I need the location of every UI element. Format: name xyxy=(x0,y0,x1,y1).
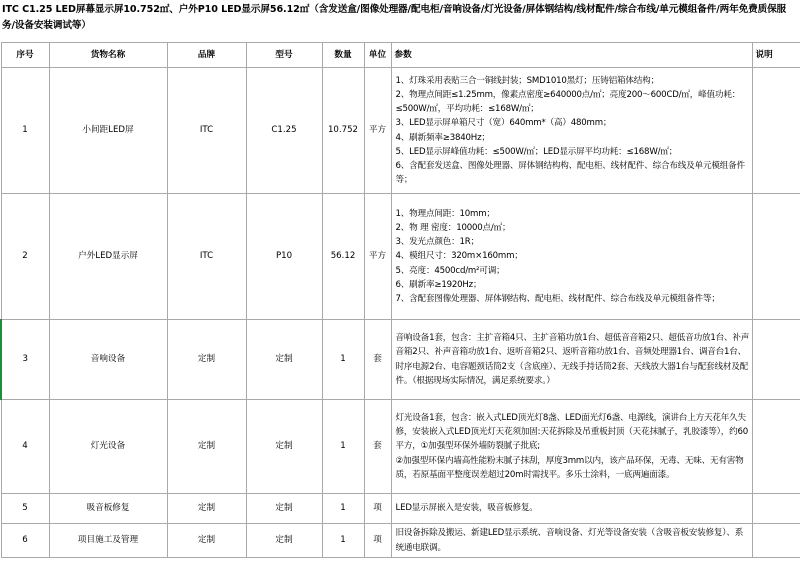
param-line: 6、含配套发送盒、图像处理器、屏体钢结构构、配电柜、线材配件、综合布线及单元模组备件等； xyxy=(395,160,745,186)
param-line: 4、模组尺寸：320m×160mm； xyxy=(395,251,523,262)
cell-seq: 4 xyxy=(1,400,49,494)
cell-unit: 平方 xyxy=(364,194,391,320)
cell-note xyxy=(752,194,800,320)
cell-unit: 套 xyxy=(364,320,391,400)
header-qty: 数量 xyxy=(322,43,364,68)
param-line: 3、发光点颜色：1R； xyxy=(395,237,479,248)
param-line: 3、LED显示屏单箱尺寸（宽）640mm*（高）480mm； xyxy=(395,118,612,129)
param-line: 灯光设备1套，包含：嵌入式LED顶光灯8盏、LED面光灯6盏、电源线，演讲台上方天花年久失修，安装嵌入式LED顶光灯天花须加固:天花拆除及吊重板封顶（天花抹腻子，乳胶漆等），约60平方，①加强型环保外墙防裂腻子批底; xyxy=(395,412,749,452)
cell-unit: 套 xyxy=(364,400,391,494)
cell-note xyxy=(752,494,800,524)
cell-note xyxy=(752,320,800,400)
cell-brand: ITC xyxy=(167,194,246,320)
cell-model: P10 xyxy=(246,194,322,320)
cell-qty: 1 xyxy=(322,400,364,494)
cell-model: 定制 xyxy=(246,494,322,524)
param-line: 5、LED显示屏峰值功耗：≤500W/㎡；LED显示屏平均功耗：≤168W/㎡； xyxy=(395,146,678,157)
header-name: 货物名称 xyxy=(49,43,167,68)
cell-seq: 6 xyxy=(1,524,49,558)
cell-name: 户外LED显示屏 xyxy=(49,194,167,320)
cell-params xyxy=(391,320,752,400)
cell-qty: 56.12 xyxy=(322,194,364,320)
cell-name: 吸音板修复 xyxy=(49,494,167,524)
cell-seq: 3 xyxy=(1,320,49,400)
cell-note xyxy=(752,400,800,494)
document-title: ITC C1.25 LED屏幕显示屏10.752㎡、户外P10 LED显示屏56.12㎡（含发送盒/图像处理器/配电柜/音响设备/灯光设备/屏体钢结构/线材配件/综合布线/单元模组备件/两年免费质保服务/设备安装调试等） xyxy=(2,4,787,31)
cell-note xyxy=(752,68,800,194)
header-model: 型号 xyxy=(246,43,322,68)
cell-qty: 1 xyxy=(322,320,364,400)
table-row xyxy=(1,194,800,320)
param-line: 6、刷新率≥1920Hz； xyxy=(395,279,482,290)
cell-params xyxy=(391,494,752,524)
cell-brand: 定制 xyxy=(167,524,246,558)
cell-seq: 5 xyxy=(1,494,49,524)
cell-model: 定制 xyxy=(246,400,322,494)
param-line: 2、物理点间距≤1.25mm，像素点密度≥640000点/㎡；亮度200～600CD/㎡，峰值功耗：≤500W/㎡，平均功耗：≤168W/㎡； xyxy=(395,89,741,115)
param-line: ②加强型环保内墙高性能粉末腻子抹刮，厚度3mm以内，该产品环保，无毒、无味、无有害物质，若原基面平整度误差超过20m时需找平。多乐士涂料，一底两遍面漆。 xyxy=(395,455,744,480)
goods-table xyxy=(0,42,800,558)
cell-qty: 10.752 xyxy=(322,68,364,194)
table-row xyxy=(1,400,800,494)
param-line: 5、亮度：4500cd/m²可调； xyxy=(395,265,505,276)
param-line: LED显示屏嵌入是安装，吸音板修复。 xyxy=(395,503,538,514)
cell-seq: 2 xyxy=(1,194,49,320)
cell-unit: 项 xyxy=(364,524,391,558)
header-brand: 品牌 xyxy=(167,43,246,68)
param-line: 7、含配套图像处理器、屏体钢结构、配电柜、线材配件、综合布线及单元模组备件等； xyxy=(395,294,720,304)
cell-brand: 定制 xyxy=(167,320,246,400)
param-line: 音响设备1套，包含：主扩音箱4只、主扩音箱功放1台、超低音音箱2只、超低音功放1台、补声音箱2只、补声音箱功放1台、返听音箱2只、返听音箱功放1台、音频处理器1台、调音台1台、时序电源2台、电容题颈话筒2支（含底座）、无线手持话筒2套、天线放大器1台与配套线材及配件。（根据现场实际情况，满足系统要求。） xyxy=(395,333,750,386)
cell-name: 小间距LED屏 xyxy=(49,68,167,194)
header-params: 参数 xyxy=(391,43,752,68)
header-seq: 序号 xyxy=(1,43,49,68)
cell-params xyxy=(391,524,752,558)
param-line: 1、物理点间距：10mm； xyxy=(395,208,495,219)
cell-model: 定制 xyxy=(246,524,322,558)
table-row xyxy=(1,68,800,194)
cell-name: 音响设备 xyxy=(49,320,167,400)
cell-qty: 1 xyxy=(322,524,364,558)
cell-brand: ITC xyxy=(167,68,246,194)
param-line: 旧设备拆除及搬运、新建LED显示系统、音响设备、灯光等设备安装（含吸音板安装修复）、系统通电联调。 xyxy=(395,528,744,553)
header-note: 说明 xyxy=(752,43,800,68)
header-row xyxy=(1,43,800,68)
cell-model: C1.25 xyxy=(246,68,322,194)
cell-model: 定制 xyxy=(246,320,322,400)
cell-brand: 定制 xyxy=(167,494,246,524)
cell-unit: 项 xyxy=(364,494,391,524)
param-line: 4、刷新频率≥3840Hz； xyxy=(395,132,490,143)
cell-params xyxy=(391,400,752,494)
cell-params xyxy=(391,194,752,320)
table-row xyxy=(1,524,800,558)
header-unit: 单位 xyxy=(364,43,391,68)
cell-name: 灯光设备 xyxy=(49,400,167,494)
cell-unit: 平方 xyxy=(364,68,391,194)
cell-seq: 1 xyxy=(1,68,49,194)
cell-note xyxy=(752,524,800,558)
table-row xyxy=(1,494,800,524)
cell-qty: 1 xyxy=(322,494,364,524)
cell-name: 项目施工及管理 xyxy=(49,524,167,558)
param-line: 1、灯珠采用表贴三合一铜线封装；SMD1010黑灯；压铸铝箱体结构； xyxy=(395,75,659,86)
cell-brand: 定制 xyxy=(167,400,246,494)
cell-params xyxy=(391,68,752,194)
table-row xyxy=(1,320,800,400)
param-line: 2、物 理 密度：10000点/㎡； xyxy=(395,222,511,233)
